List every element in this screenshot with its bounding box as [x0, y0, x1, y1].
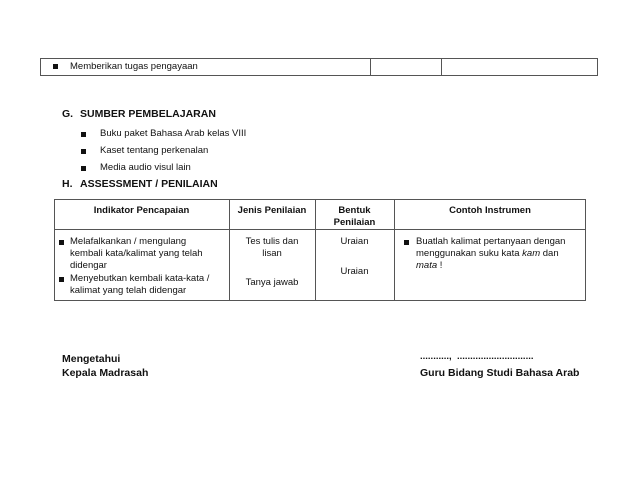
- indikator-bullet-icon-1: [59, 240, 64, 245]
- contoh-line-2-mid: dan: [540, 248, 559, 259]
- contoh-line-3-post: !: [437, 260, 443, 271]
- header-jenis: Jenis Penilaian: [237, 205, 307, 216]
- section-h-heading: ASSESSMENT / PENILAIAN: [80, 178, 218, 190]
- section-g-bullet-icon-3: [81, 166, 86, 171]
- bentuk-value-1: Uraian: [340, 236, 369, 247]
- section-g-item-1: Buku paket Bahasa Arab kelas VIII: [100, 128, 247, 139]
- header-contoh: Contoh Instrumen: [449, 205, 531, 216]
- jenis-value-1-line-1: Tes tulis dan: [245, 236, 299, 247]
- contoh-line-3-mata: mata: [416, 260, 438, 271]
- header-indikator: Indikator Pencapaian: [93, 205, 190, 216]
- section-g-heading: SUMBER PEMBELAJARAN: [80, 108, 216, 120]
- contoh-line-3: [416, 260, 442, 272]
- contoh-bullet-icon: [404, 240, 409, 245]
- indikator-2-line-1: Menyebutkan kembali kata-kata /: [70, 273, 210, 284]
- section-g-letter: G.: [62, 108, 74, 120]
- top-row-divider-2: [441, 58, 442, 76]
- contoh-line-2: [416, 248, 559, 260]
- signature-left-1: Mengetahui: [62, 353, 121, 365]
- top-row-divider-1: [370, 58, 371, 76]
- indikator-1-line-3: didengar: [70, 260, 107, 271]
- indikator-1-line-1: Melafalkankan / mengulang: [70, 236, 187, 247]
- jenis-value-2: Tanya jawab: [245, 277, 299, 288]
- section-g-bullet-icon-1: [81, 132, 86, 137]
- top-row-bullet-icon: [53, 64, 58, 69]
- signature-left-2: Kepala Madrasah: [62, 367, 149, 379]
- jenis-value-1-line-2: lisan: [262, 248, 282, 259]
- indikator-1-line-2: kembali kata/kalimat yang telah: [70, 248, 203, 259]
- indikator-2-line-2: kalimat yang telah didengar: [70, 285, 187, 296]
- signature-right-2: Guru Bidang Studi Bahasa Arab: [420, 367, 580, 379]
- section-g-bullet-icon-2: [81, 149, 86, 154]
- header-bentuk-2: Penilaian: [333, 217, 376, 228]
- section-h-letter: H.: [62, 178, 73, 190]
- signature-right-dots: ..........., .............................: [420, 351, 534, 362]
- contoh-line-2-kam: kam: [522, 248, 541, 259]
- section-g-item-3: Media audio visul lain: [100, 162, 191, 173]
- section-g-item-2: Kaset tentang perkenalan: [100, 145, 209, 156]
- contoh-line-2-pre: menggunakan suku kata: [416, 248, 523, 259]
- contoh-line-1: Buatlah kalimat pertanyaan dengan: [416, 236, 566, 247]
- assessment-table-header-line: [54, 229, 586, 230]
- bentuk-value-2: Uraian: [340, 266, 369, 277]
- indikator-bullet-icon-2: [59, 277, 64, 282]
- header-bentuk-1: Bentuk: [338, 205, 371, 216]
- top-row-item: Memberikan tugas pengayaan: [70, 61, 198, 72]
